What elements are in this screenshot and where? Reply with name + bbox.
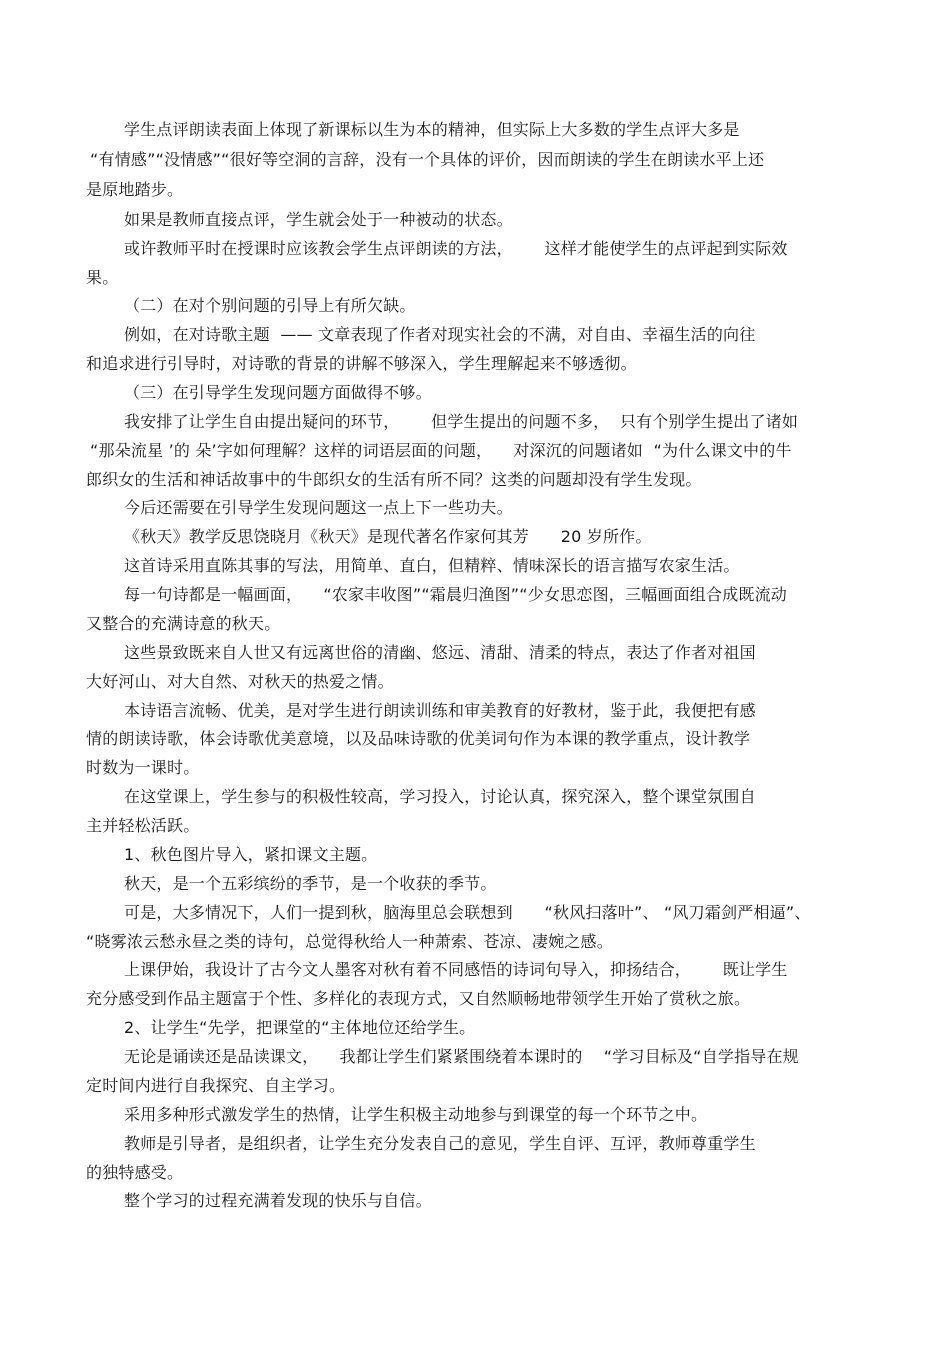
text-line: 《秋天》教学反思饶晓月《秋天》是现代著名作家何其芳 20 岁所作。 <box>124 527 652 546</box>
text-line: 时数为一课时。 <box>86 758 200 777</box>
text-line: 可是，大多情况下，人们一提到秋，脑海里总会联想到 “秋风扫落叶”、 “风刀霜剑严相逼”、 <box>124 903 811 922</box>
text-line: 充分感受到作品主题富于个性、多样化的表现方式，又自然顺畅地带领学生开始了赏秋之旅。 <box>86 989 751 1008</box>
text-line: 是原地踏步。 <box>86 180 184 199</box>
text-line: 定时间内进行自我探究、自主学习。 <box>86 1076 346 1095</box>
text-line: 秋天，是一个五彩缤纷的季节，是一个收获的季节。 <box>124 874 497 893</box>
text-line: 大好河山、对大自然、对秋天的热爱之情。 <box>86 672 394 691</box>
text-line: 郎织女的生活和神话故事中的牛郎织女的生活有所不同？这类的问题却没有学生发现。 <box>86 470 702 489</box>
text-line: 今后还需要在引导学生发现问题这一点上下一些功夫。 <box>124 498 513 517</box>
text-line: 这首诗采用直陈其事的写法，用简单、直白，但精粹、情味深长的语言描写农家生活。 <box>124 556 740 575</box>
text-line: 整个学习的过程充满着发现的快乐与自信。 <box>124 1191 432 1210</box>
section-heading: （三）在引导学生发现问题方面做得不够。 <box>124 383 432 402</box>
text-line: 果。 <box>86 268 119 287</box>
text-line: “有情感”“没情感”“很好等空洞的言辞，没有一个具体的评价，因而朗读的学生在朗读水平上还 <box>90 150 765 169</box>
text-line: 采用多种形式激发学生的热情，让学生积极主动地参与到课堂的每一个环节之中。 <box>124 1105 708 1124</box>
text-line: 这些景致既来自人世又有远离世俗的清幽、悠远、清甜、清柔的特点，表达了作者对祖国 <box>124 643 756 662</box>
text-line: 上课伊始，我设计了古今文人墨客对秋有着不同感悟的诗词句导入，抑扬结合， 既让学生 <box>124 960 788 979</box>
text-line: 例如，在对诗歌主题 —— 文章表现了作者对现实社会的不满，对自由、幸福生活的向往 <box>124 325 756 344</box>
text-line: 的独特感受。 <box>86 1163 184 1182</box>
text-line: 学生点评朗读表面上体现了新课标以生为本的精神，但实际上大多数的学生点评大多是 <box>124 120 740 139</box>
text-line: “那朵流星 ’的 朵’字如何理解？这样的词语层面的问题， 对深沉的问题诸如 “为什么课文中的牛 <box>90 441 792 460</box>
section-heading: 1、秋色图片导入，紧扣课文主题。 <box>124 845 378 864</box>
text-line: 本诗语言流畅、优美，是对学生进行朗读训练和审美教育的好教材，鉴于此，我便把有感 <box>124 701 756 720</box>
text-line: 每一句诗都是一幅画面， “农家丰收图”“霜晨归渔图”“少女思恋图，三幅画面组合成既流动 <box>124 585 787 604</box>
text-line: 如果是教师直接点评，学生就会处于一种被动的状态。 <box>124 210 513 229</box>
text-line: 无论是诵读还是品读课文， 我都让学生们紧紧围绕着本课时的 “学习目标及“自学指导在规 <box>124 1047 799 1066</box>
text-line: 又整合的充满诗意的秋天。 <box>86 614 281 633</box>
text-line: “晓雾浓云愁永昼之类的诗句，总觉得秋给人一种萧索、苍凉、凄婉之感。 <box>86 932 613 951</box>
text-line: 教师是引导者，是组织者，让学生充分发表自己的意见，学生自评、互评，教师尊重学生 <box>124 1134 756 1153</box>
section-heading: （二）在对个别问题的引导上有所欠缺。 <box>124 296 416 315</box>
section-heading: 2、让学生“先学，把课堂的“主体地位还给学生。 <box>124 1018 476 1037</box>
text-line: 情的朗读诗歌，体会诗歌优美意境，以及品味诗歌的优美词句作为本课的教学重点，设计教学 <box>86 729 751 748</box>
text-line: 和追求进行引导时，对诗歌的背景的讲解不够深入，学生理解起来不够透彻。 <box>86 354 637 373</box>
text-line: 我安排了让学生自由提出疑问的环节， 但学生提出的问题不多， 只有个别学生提出了诸如 <box>124 412 799 431</box>
text-line: 主并轻松活跃。 <box>86 816 200 835</box>
text-line: 在这堂课上，学生参与的积极性较高，学习投入，讨论认真，探究深入，整个课堂氛围自 <box>124 787 756 806</box>
text-line: 或许教师平时在授课时应该教会学生点评朗读的方法， 这样才能使学生的点评起到实际效 <box>124 239 788 258</box>
